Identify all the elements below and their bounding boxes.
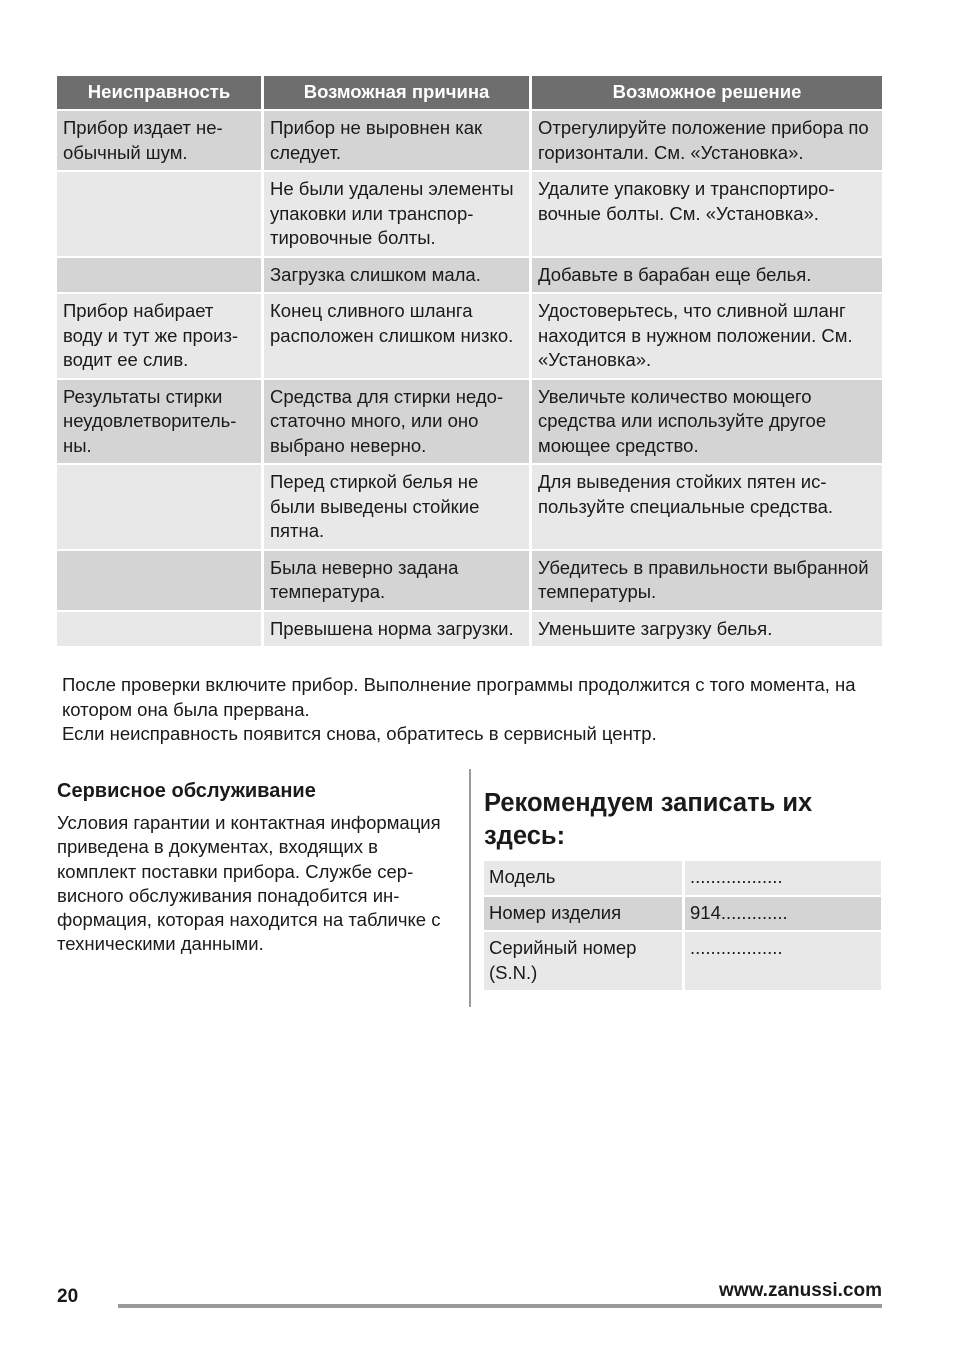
cause-cell: Средства для стирки недостаточно много, или оно выбрано неверно.: [264, 380, 532, 466]
after-check-paragraph: После проверки включите прибор. Выполнение программы продолжится с того момента, на котором она была прервана.: [62, 674, 856, 720]
table-row: [57, 258, 882, 295]
record-table: [484, 861, 881, 992]
header-problem: Неисправность: [57, 76, 264, 111]
header-cause: Возможная причина: [264, 76, 532, 111]
table-header-row: [57, 76, 882, 111]
cause-cell: Перед стиркой белья не были выведены стойкие пятна.: [264, 465, 532, 551]
record-title: Рекомендуем записать их здесь:: [484, 789, 813, 850]
cause-cell: Превышена норма загрузки.: [264, 612, 532, 649]
record-value: ..................: [685, 861, 881, 897]
website-link[interactable]: www.zanussi.com: [719, 1280, 882, 1301]
table-row: [57, 111, 882, 172]
table-row: [57, 612, 882, 649]
troubleshooting-table: [57, 76, 882, 648]
record-label: Номер изделия: [484, 897, 685, 933]
solution-cell: Удостоверьтесь, что сливной шланг находится в нужном положении. См. «Установка».: [532, 294, 882, 380]
solution-cell: Отрегулируйте положение прибора по горизонтали. См. «Установка».: [532, 111, 882, 172]
problem-cell: [57, 612, 264, 649]
footer-rule: [118, 1304, 882, 1308]
column-divider: [469, 769, 471, 1007]
table-row: [57, 465, 882, 551]
cause-cell: Была неверно задана температура.: [264, 551, 532, 612]
problem-cell: [57, 258, 264, 295]
problem-cell: [57, 172, 264, 258]
after-check-paragraph: Если неисправность появится снова, обратитесь в сервисный центр.: [62, 723, 657, 744]
page-number: 20: [57, 1286, 79, 1307]
cause-cell: Не были удалены элементы упаковки или транспортировочные болты.: [264, 172, 532, 258]
table-row: [484, 932, 881, 992]
table-row: [57, 172, 882, 258]
solution-cell: Увеличьте количество моющего средства или используйте другое моющее средство.: [532, 380, 882, 466]
after-check-note: [62, 673, 872, 747]
problem-cell: Прибор набирает воду и тут же производит ее слив.: [57, 294, 264, 380]
cause-cell: Прибор не выровнен как следует.: [264, 111, 532, 172]
service-text: Условия гарантии и контактная информация приведена в документах, входящих в комплект поставки прибора. Службе сервисного обслуживания понадобится информация, которая находится на табличке с техническими данными.: [57, 812, 441, 955]
table-row: [57, 380, 882, 466]
record-value: ..................: [685, 932, 881, 992]
problem-cell: Результаты стирки неудовлетворительны.: [57, 380, 264, 466]
record-value: 914.............: [685, 897, 881, 933]
solution-cell: Удалите упаковку и транспортировочные болты. См. «Установка».: [532, 172, 882, 258]
cause-cell: Загрузка слишком мала.: [264, 258, 532, 295]
solution-cell: Убедитесь в правильности выбранной температуры.: [532, 551, 882, 612]
record-label: Модель: [484, 861, 685, 897]
solution-cell: Уменьшите загрузку белья.: [532, 612, 882, 649]
header-solution: Возможное решение: [532, 76, 882, 111]
service-title: Сервисное обслуживание: [57, 780, 316, 802]
problem-cell: Прибор издает необычный шум.: [57, 111, 264, 172]
cause-cell: Конец сливного шланга расположен слишком низко.: [264, 294, 532, 380]
service-section: [57, 778, 457, 957]
table-row: [57, 294, 882, 380]
table-row: [57, 551, 882, 612]
table-row: [484, 861, 881, 897]
solution-cell: Для выведения стойких пятен используйте специальные средства.: [532, 465, 882, 551]
record-label: Серийный номер (S.N.): [484, 932, 685, 992]
table-row: [484, 897, 881, 933]
problem-cell: [57, 551, 264, 612]
solution-cell: Добавьте в барабан еще белья.: [532, 258, 882, 295]
problem-cell: [57, 465, 264, 551]
